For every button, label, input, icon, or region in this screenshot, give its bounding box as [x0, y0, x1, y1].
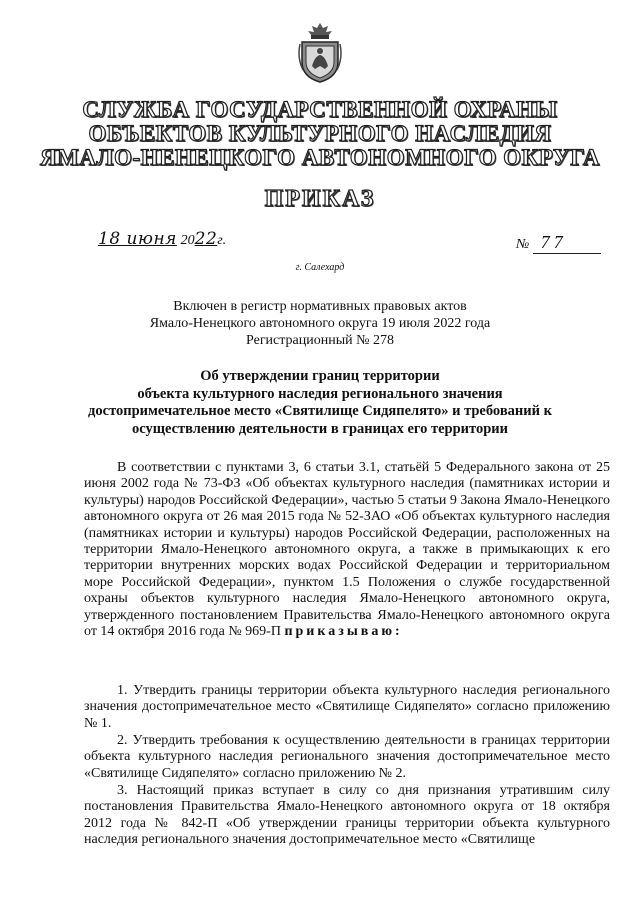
order-number [516, 232, 601, 254]
registry-line-3: Регистрационный № 278 [246, 333, 394, 348]
date-year-prefix: 20 [180, 233, 195, 248]
registry-note [0, 298, 640, 349]
heading-line-2: объекта культурного наследия регионального значения [137, 385, 503, 402]
agency-name-line-3: ЯМАЛО-НЕНЕЦКОГО АВТОНОМНОГО ОКРУГА [40, 145, 600, 170]
agency-name-line-1: СЛУЖБА ГОСУДАРСТВЕННОЙ ОХРАНЫ [82, 97, 558, 122]
preamble-text: В соответствии с пунктами 3, 6 статьи 3.1, статьёй 5 Федерального закона от 25 июня 2002 года № 73-ФЗ «Об объектах культурного наследия (памятниках истории и культуры) народов Российской Федерации», частью 5 статьи 9 Закона Ямало-Ненецкого автономного округа от 26 мая 2015 года № 52-ЗАО «Об объектах культурного наследия (памятниках истории и культуры) народов Российской Федерации, расположенных на территории Ямало-Ненецкого автономного округа, а также в примыкающих к его территории внутренних морских водах Российской Федерации и территориальном море Российской Федерации», пунктом 1.5 Положения о службе государственной охраны объектов культурного наследия Ямало-Ненецкого автономного округа, утвержденного постановлением Правительства Ямало-Ненецкого автономного округа от 14 октября 2016 года № 969-П [84, 460, 610, 640]
registry-line-2: Ямало-Ненецкого автономного округа 19 июля 2022 года [149, 316, 491, 331]
agency-name-line-2: ОБЪЕКТОВ КУЛЬТУРНОГО НАСЛЕДИЯ [88, 121, 552, 146]
registry-line-1: Включен в регистр нормативных правовых актов [173, 299, 467, 314]
heading-line-1: Об утверждении границ территории [200, 368, 440, 384]
heading-line-4: осуществлению деятельности в границах его территории [132, 420, 508, 437]
order-item-2: 2. Утвердить требования к осуществлению деятельности в границах территории объекта культурного наследия регионального значения достопримечательное место «Святилище Сидяпелято» согласно приложению № 2. [84, 733, 610, 781]
order-item-1: 1. Утвердить границы территории объекта культурного наследия регионального значения достопримечательное место «Святилище Сидяпелято» согласно приложению № 1. [84, 683, 610, 731]
order-item-3: 3. Настоящий приказ вступает в силу со дня признания утратившим силу постановления Правительства Ямало-Ненецкого автономного округа от 18 октября 2012 года № 842-П «Об утверждении границы территории объекта культурного наследия регионального значения достопримечательное место «Святилище [84, 783, 610, 848]
handwritten-date: 18 июня [98, 229, 177, 249]
heading-line-3: достопримечательное место «Святилище Сидяпелято» и требований к [88, 403, 552, 419]
handwritten-number: 77 [533, 232, 601, 254]
order-date [98, 229, 226, 249]
document-type-title: ПРИКАЗ [264, 186, 376, 212]
date-year-suffix: г. [217, 233, 227, 248]
handwritten-year: 22 [194, 229, 218, 249]
document-heading [60, 368, 580, 438]
order-word: приказываю: [284, 624, 403, 640]
coat-of-arms-emblem [297, 22, 343, 84]
number-label: № [516, 237, 530, 252]
city-name: г. Салехард [295, 262, 345, 273]
preamble-paragraph [84, 460, 610, 640]
